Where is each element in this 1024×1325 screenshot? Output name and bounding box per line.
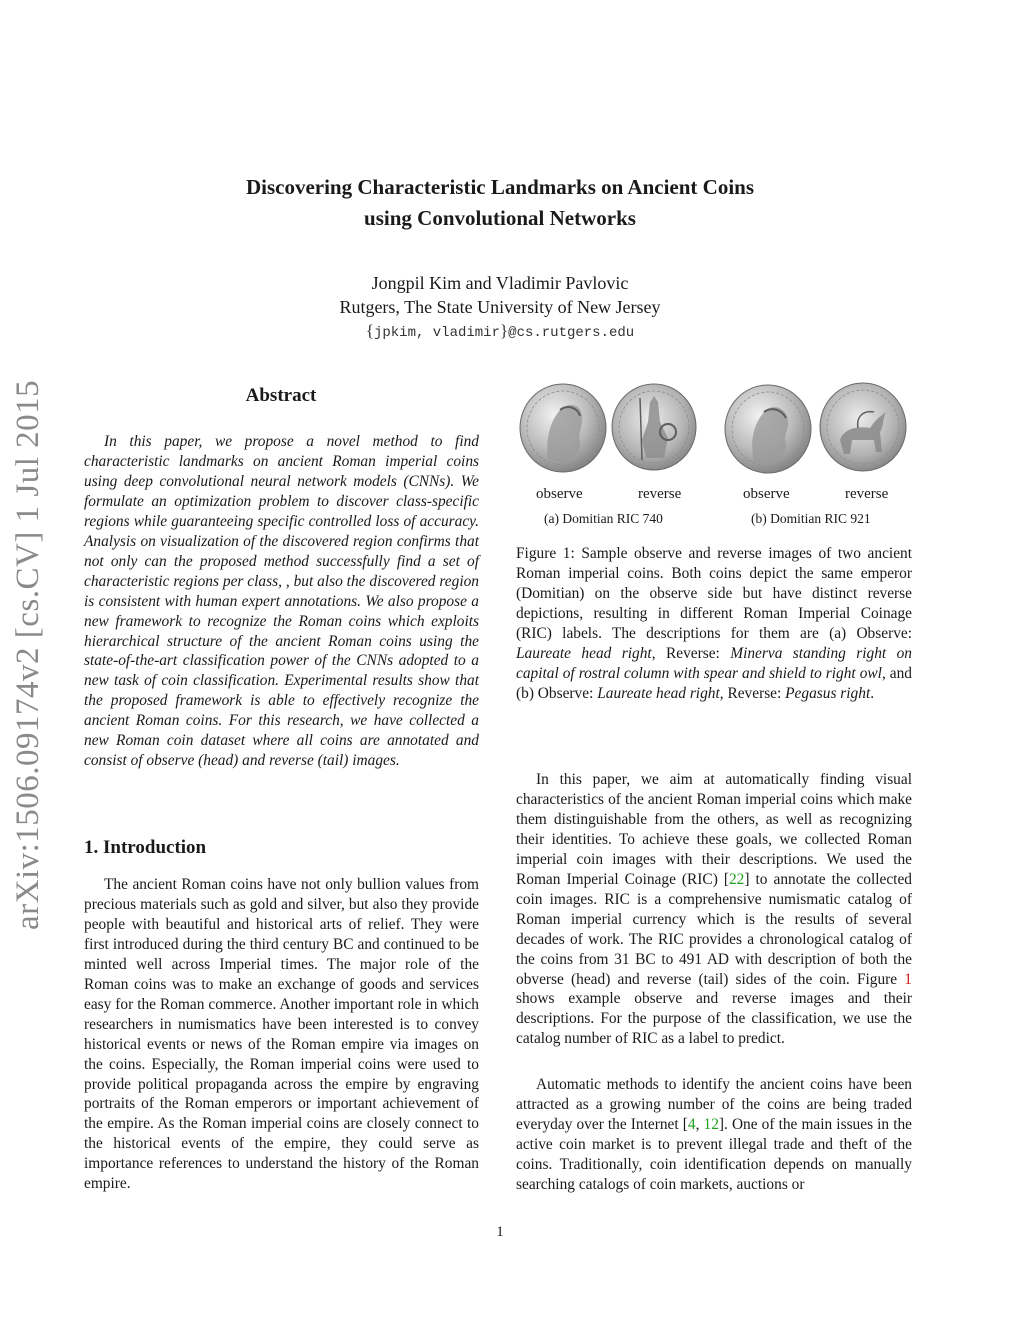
subcaption-b: (b) Domitian RIC 921: [751, 511, 871, 526]
right-p1-text-b: ] to annotate the collected coin images. RIC is a comprehensive numismatic catalog of Roman imperial currency which is the results of several decades of work. The RIC provides a chronological catalog of the coins from 31 BC to 491 AD with description of both the obverse (head) and reverse (tail) sides of the coin. Figure: [516, 870, 912, 988]
figure-1-link[interactable]: 1: [904, 970, 912, 988]
citation-link-22[interactable]: 22: [728, 870, 745, 888]
citation-link-4[interactable]: 4: [687, 1115, 696, 1133]
email-domain: @cs.rutgers.edu: [508, 325, 635, 341]
coin-a-reverse-label: reverse: [638, 486, 682, 502]
email-brace-close: }: [500, 321, 509, 340]
caption-italic-2: Minerva standing right on capital of rostral column with spear and shield to right owl: [516, 644, 913, 682]
coin-b-observe-image: [725, 385, 811, 473]
coin-a-reverse-image: [612, 384, 696, 470]
page-number: 1: [496, 1224, 504, 1240]
paper-title: [0, 172, 1000, 234]
author-email: [0, 321, 1000, 341]
title-line-1: Discovering Characteristic Landmarks on Ancient Coins: [245, 175, 755, 199]
right-p1-text-a: In this paper, we aim at automatically finding visual characteristics of the ancient Roman imperial coins which make them distinguishable from the others, as well as recognizing their identities. To achieve these goals, we collected Roman imperial coin images with their descriptions. We used the Roman Imperial Coinage (RIC) [: [516, 771, 912, 888]
caption-text-1: Figure 1: Sample observe and reverse images of two ancient Roman imperial coins. Both coins depict the same emperor (Domitian) on the observe side but have distinct reverse depictions, resulting in different Roman Imperial Coinage (RIC) labels. The descriptions for them are (a) Observe:: [516, 545, 912, 642]
citation-separator: ,: [695, 1115, 704, 1133]
coin-b-reverse-image: [820, 383, 906, 471]
title-line-2: using Convolutional Networks: [364, 206, 636, 230]
arxiv-side-stamp: arXiv:1506.09174v2 [cs.CV] 1 Jul 2015: [10, 379, 46, 930]
email-users: jpkim, vladimir: [373, 325, 500, 341]
caption-text-3: , and (b) Observe:: [516, 664, 912, 702]
right-p2-text-b: ]. One of the main issues in the active coin market is to prevent illegal trade and theft of the coins. Traditionally, coin identification depends on manually searching catalogs of coin markets, auctions or: [516, 1115, 913, 1193]
right-column-paragraph-1: [516, 770, 912, 1049]
caption-italic-3: Laureate head right: [597, 684, 720, 702]
citation-link-12[interactable]: 12: [703, 1115, 719, 1133]
coin-b-reverse-label: reverse: [845, 486, 889, 502]
introduction-heading: 1. Introduction: [84, 837, 207, 858]
right-p1-text-c: shows example observe and reverse images and their descriptions. For the purpose of the classification, we use the catalog number of RIC as a label to predict.: [516, 990, 912, 1048]
abstract-text: In this paper, we propose a novel method to find characteristic landmarks on ancient Roman imperial coins using deep convolutional neural network models (CNNs). We formulate an optimization problem to discover class-specific regions while guaranteeing specific controlled loss of accuracy. Analysis on visualization of the discovered region confirms that not only can the proposed method successfully find a set of characteristic regions per class, , but also the discovered region is consistent with human expert annotations. We also propose a new framework to recognize the Roman coins which exploits hierarchical structure of the ancient Roman coins using the state-of-the-art classification power of the CNNs adopted to a new task of coin classification. Experimental results show that the proposed framework is able to effectively recognize the ancient Roman coins. For this research, we have collected a new Roman coin dataset where all coins are annotated and consist of observe (head) and reverse (tail) images.: [84, 433, 479, 770]
coin-a-observe-image: [520, 384, 606, 472]
caption-italic-1: Laureate head right: [516, 644, 652, 662]
figure-1-caption: [516, 544, 912, 704]
coin-a-observe-label: observe: [536, 486, 583, 502]
caption-italic-4: Pegasus right: [785, 684, 871, 702]
abstract-heading: Abstract: [245, 385, 317, 406]
coin-b-observe-label: observe: [743, 486, 790, 502]
right-p2-text-a: Automatic methods to identify the ancient coins have been attracted as a growing number of the coins are being traded everyday over the Internet [: [516, 1076, 912, 1133]
caption-text-2: , Reverse:: [651, 644, 731, 662]
caption-text-4: , Reverse:: [719, 684, 786, 702]
subcaption-a: (a) Domitian RIC 740: [544, 511, 663, 526]
right-column-paragraph-2: [516, 1075, 912, 1195]
figure-1-coin-images: [518, 382, 914, 482]
caption-text-5: .: [870, 684, 875, 702]
author-names: Jongpil Kim and Vladimir Pavlovic: [371, 273, 629, 293]
author-block: [0, 271, 1000, 319]
affiliation: Rutgers, The State University of New Jersey: [339, 297, 661, 317]
email-brace-open: {: [365, 321, 374, 340]
introduction-text: The ancient Roman coins have not only bullion values from precious materials such as gold and silver, but also they provide people with beautiful and historical arts of relief. They were first introduced during the third century BC and continued to be minted well across Imperial times. The major role of the Roman coins was to make an exchange of goods and services easy for the Roman commerce. Another important role in which researchers in numismatics have been interested is to convey historical events or news of the Roman empire via images on the coins. Especially, the Roman imperial coins were used to provide political propaganda across the empire by engraving portraits of the Roman emperors or important achievement of the empire. As the Roman imperial coins are closely connect to the historical events of the empire, they could serve as importance references to understand the history of the Roman empire.: [84, 876, 479, 1193]
